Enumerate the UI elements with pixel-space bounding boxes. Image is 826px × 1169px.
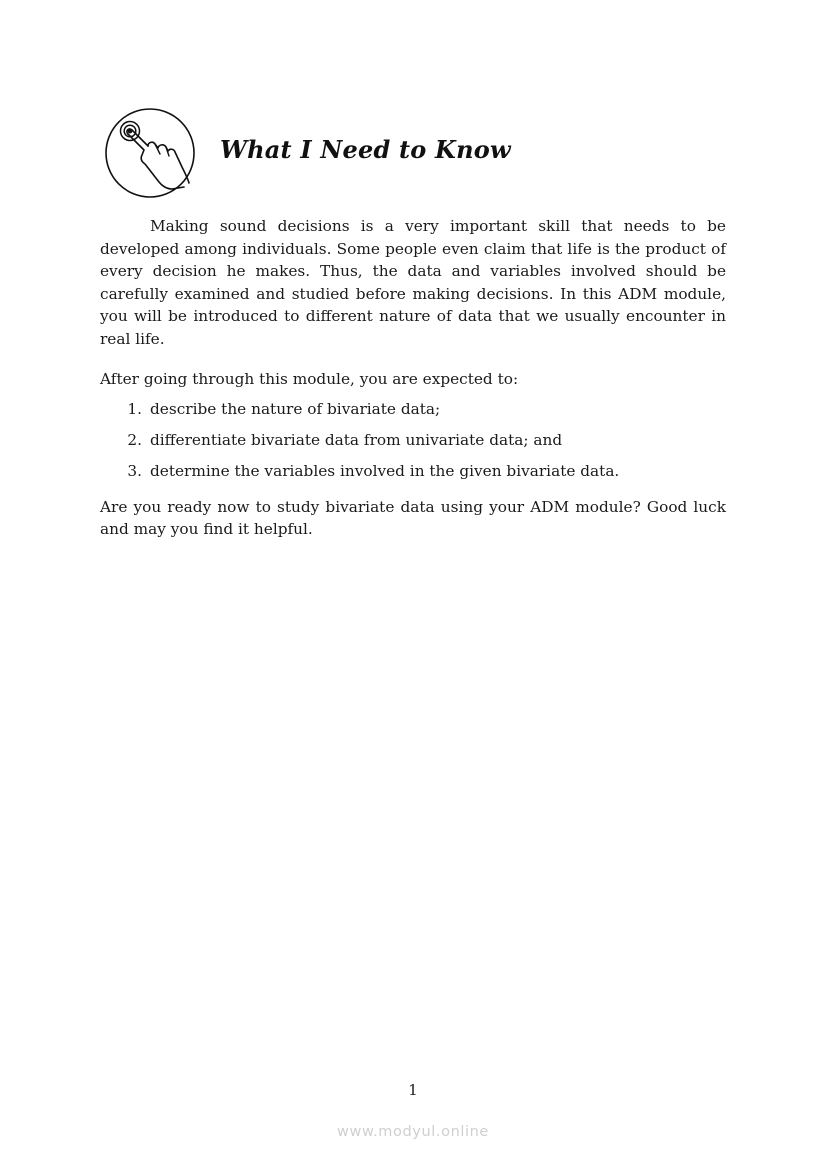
module-content [100,215,726,541]
watermark: www.modyul.online [337,1124,489,1140]
list-item-text: describe the nature of bivariate data; [150,400,441,419]
list-item [100,398,726,421]
section-title: What I Need to Know [220,135,511,164]
objectives-list [100,398,726,483]
list-item-number: 2. [127,431,142,450]
list-item-text: differentiate bivariate data from univariate data; and [150,431,563,450]
closing-paragraph: Are you ready now to study bivariate data using your ADM module? Good luck and may you find it helpful. [100,497,726,539]
list-item-text: determine the variables involved in the given bivariate data. [150,462,620,481]
intro-paragraph: Making sound decisions is a very important skill that needs to be developed among individuals. Some people even claim that life is the product of every decision he makes. Thus, the data and variables involved should be carefully examined and studied before making decisions. In this ADM module, you will be introduced to different nature of data that we usually encounter in real life. [100,217,726,348]
objectives-lead: After going through this module, you are expected to: [100,369,519,388]
list-item-number: 3. [127,462,142,481]
list-item-number: 1. [127,400,142,419]
list-item [100,429,726,452]
list-item [100,460,726,483]
page-number: 1 [408,1081,418,1099]
pointing-hand-icon [104,107,196,199]
